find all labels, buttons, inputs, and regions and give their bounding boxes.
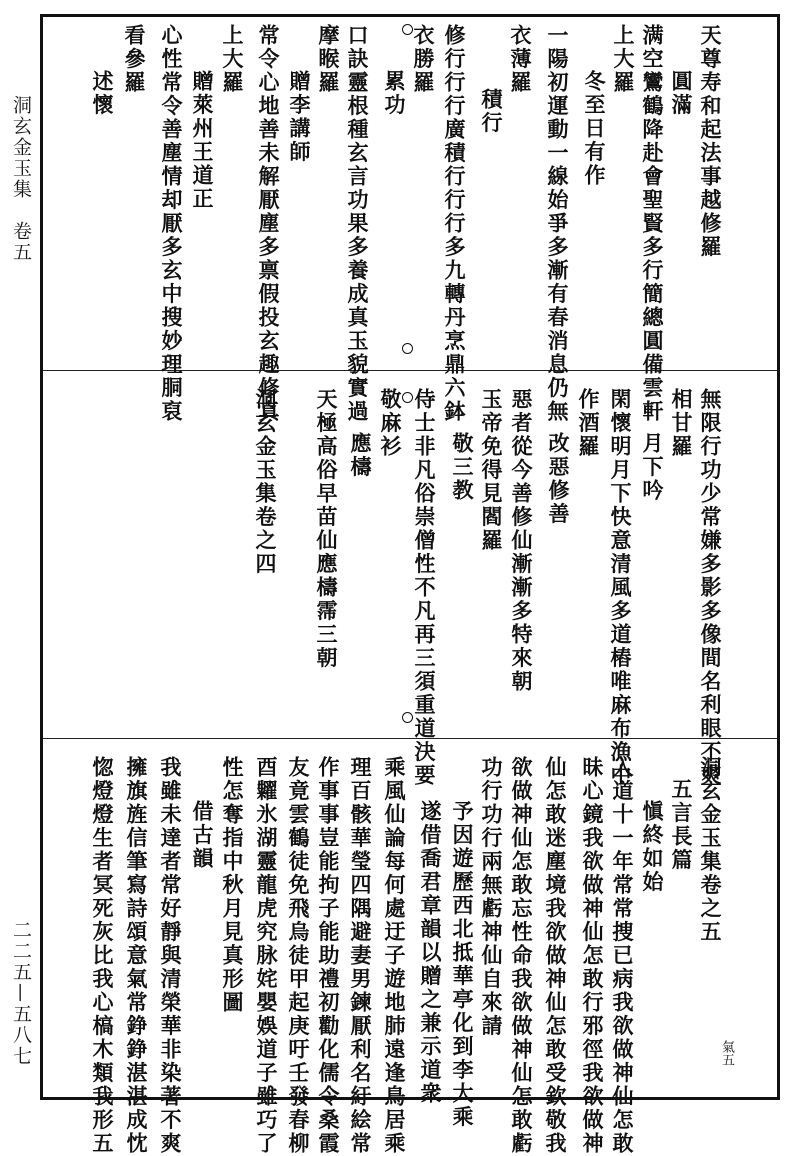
text-column: 洞玄金玉集卷之五 — [698, 756, 723, 944]
punctuation-circle — [402, 343, 413, 354]
text-column: 衣勝羅 — [411, 24, 436, 95]
text-column: 無限行功少常嫌多影多像間名利眼不爽 — [698, 388, 723, 788]
text-column: 月下吟 — [640, 432, 665, 503]
text-column: 積行 — [479, 88, 504, 135]
book-title-margin: 洞玄金玉集 卷五 — [10, 95, 32, 263]
text-column: 擁旗旌信筆寫詩頌意氣常錚錚湛湛成忱 — [124, 756, 149, 1156]
text-column: 贈李講師 — [287, 70, 312, 164]
text-column: 上大羅 — [220, 24, 245, 95]
text-column: 應檮 — [348, 432, 373, 479]
text-column: 敬麻衫 — [378, 388, 403, 459]
text-column: 惡者從今善修仙漸漸多特來朝 — [509, 388, 534, 694]
text-column: 欲做神仙怎敢忘性命我欲做神仙怎敢虧 — [509, 756, 534, 1156]
page-number-margin: 二二五—五八七 — [10, 920, 32, 1067]
text-column: 口訣靈根種玄言功果多養成真玉貌實過 — [345, 24, 370, 424]
text-column: 作事事豈能拘子能助禮初勸化儒令桑霞 — [316, 756, 341, 1156]
text-column: 遂借喬君章韻以贈之兼示道衆 — [418, 800, 443, 1106]
text-column: 满空鸞鶴降赴會聖賢多行簡總圓備雲軒 — [640, 24, 665, 424]
text-column: 酉糶氷湖靈龍虎究脉姹嬰娛道子雖巧了 — [254, 756, 279, 1156]
text-column: 一陽初運動一線始爭多漸有春消息仍無 — [545, 24, 570, 424]
text-column: 心性常令善塵情却厭多玄中搜妙理胴裒 — [159, 24, 184, 424]
text-column: 冬至日有作 — [582, 70, 607, 188]
corner-mark: 氣五 — [719, 1040, 734, 1066]
text-column: 乘風仙論每何處迂子遊地肺遠逢鳥居乘 — [382, 756, 407, 1156]
text-column: 修行行行廣積行行行多九轉丹烹鼎六鉢 — [442, 24, 467, 424]
text-column: 我雖未達者常好靜與清榮華非染著不爽 — [158, 756, 183, 1156]
punctuation-circle — [402, 712, 413, 723]
text-column: 摩睺羅 — [316, 24, 341, 95]
text-column: 作酒羅 — [576, 388, 601, 459]
text-column: 愼終如始 — [640, 800, 665, 894]
text-column: 閑懷明月下快意清風多道樁唯麻布漁中 — [608, 388, 633, 788]
section-divider-1 — [43, 370, 777, 371]
text-column: 常令心地善未解厭塵多禀假投玄趣修真 — [256, 24, 281, 424]
text-column: 侍士非凡俗崇僧性不凡再三須重道決要 — [412, 388, 437, 788]
text-column: 昧心鏡我欲做神仙怎敢行邪徑我欲做神 — [580, 756, 605, 1156]
text-column: 予因遊歷西北抵華亭化到李大乘 — [450, 800, 475, 1129]
text-column: 功行功行兩無虧神仙自來請 — [479, 756, 504, 1038]
text-column: 仙怎敢迷塵境我欲做神仙怎敢受欽敬我 — [543, 756, 568, 1156]
text-column: 衣薄羅 — [508, 24, 533, 95]
text-column: 述懷 — [90, 70, 115, 117]
page-border-outer — [40, 14, 780, 1100]
text-column: 五言長篇 — [669, 778, 694, 872]
text-column: 性怎奪指中秋月見真形圖 — [220, 756, 245, 1015]
text-column: 入道十一年常常捜已病我欲做神仙怎敢 — [610, 756, 635, 1156]
text-column: 洞玄金玉集卷之四 — [253, 388, 278, 576]
punctuation-circle — [402, 24, 413, 35]
text-column: 惚燈燈生者冥死灰比我心槁木類我形五 — [90, 756, 115, 1156]
text-column: 贈萊州王道正 — [190, 70, 215, 211]
text-column: 敬三教 — [450, 432, 475, 503]
text-column: 看參羅 — [122, 24, 147, 95]
text-column: 圓滿 — [669, 70, 694, 117]
text-column: 累功 — [382, 70, 407, 117]
text-column: 友竟雲鶴徒免飛烏徒甲起庚吁壬發春柳 — [286, 756, 311, 1156]
text-column: 相甘羅 — [669, 388, 694, 459]
text-column: 理百骸華瑩四隅避妻男鍊厭利名紆絵常 — [348, 756, 373, 1156]
punctuation-circle — [402, 392, 413, 403]
text-column: 玉帝免得見閻羅 — [479, 388, 504, 553]
text-column: 借古韻 — [190, 800, 215, 871]
text-column: 天尊寿和起法事越修羅 — [698, 24, 723, 259]
text-column: 天極高俗早苗仙應檮霈三朝 — [314, 388, 339, 670]
text-column: 上大羅 — [611, 24, 636, 95]
text-column: 改惡修善 — [546, 432, 571, 526]
section-divider-2 — [43, 738, 777, 739]
